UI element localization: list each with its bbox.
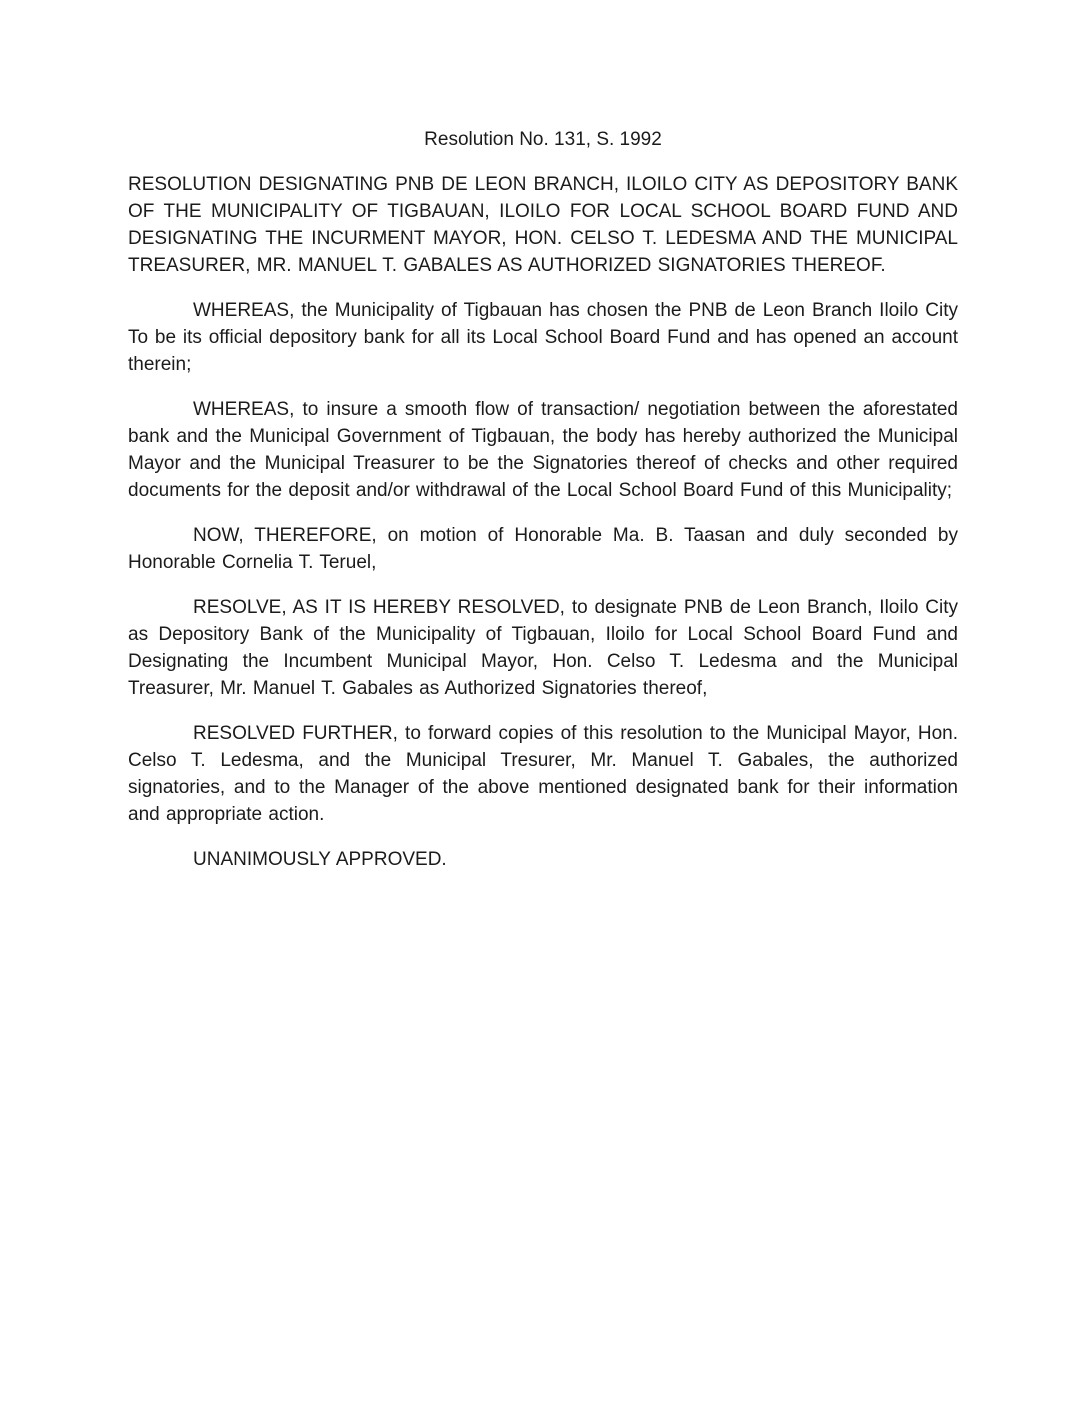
paragraph-resolve: RESOLVE, AS IT IS HEREBY RESOLVED, to designate PNB de Leon Branch, Iloilo City as Depository Bank of the Municipality of Tigbauan, Iloilo for Local School Board Fund and Designating the Incumbent Municipal Mayor, Hon. Celso T. Ledesma and the Municipal Treasurer, Mr. Manuel T. Gabales as Authorized Signatories thereof, (128, 597, 958, 699)
paragraph-unanimously-approved: UNANIMOUSLY APPROVED. (193, 849, 447, 870)
paragraph-resolution-heading: RESOLUTION DESIGNATING PNB DE LEON BRANCH, ILOILO CITY AS DEPOSITORY BANK OF THE MUNICIPALITY OF TIGBAUAN, ILOILO FOR LOCAL SCHOOL BOARD FUND AND DESIGNATING THE INCURMENT MAYOR, HON. CELSO T. LEDESMA AND THE MUNICIPAL TREASURER, MR. MANUEL T. GABALES AS AUTHORIZED SIGNATORIES THEREOF. (128, 174, 958, 276)
paragraph-resolved-further: RESOLVED FURTHER, to forward copies of this resolution to the Municipal Mayor, Hon. Celso T. Ledesma, and the Municipal Tresurer, Mr. Manuel T. Gabales, the authorized signatories, and to the Manager of the above mentioned designated bank for their information and appropriate action. (128, 723, 958, 825)
paragraph-whereas-1: WHEREAS, the Municipality of Tigbauan has chosen the PNB de Leon Branch Iloilo City To be its official depository bank for all its Local School Board Fund and has opened an account therein; (128, 300, 958, 375)
paragraph-whereas-2: WHEREAS, to insure a smooth flow of transaction/ negotiation between the aforestated bank and the Municipal Government of Tigbauan, the body has hereby authorized the Municipal Mayor and the Municipal Treasurer to be the Signatories thereof of checks and other required documents for the deposit and/or withdrawal of the Local School Board Fund of this Municipality; (128, 399, 958, 501)
document-title: Resolution No. 131, S. 1992 (424, 129, 662, 150)
paragraph-now-therefore: NOW, THEREFORE, on motion of Honorable Ma. B. Taasan and duly seconded by Honorable Cornelia T. Teruel, (128, 525, 958, 573)
